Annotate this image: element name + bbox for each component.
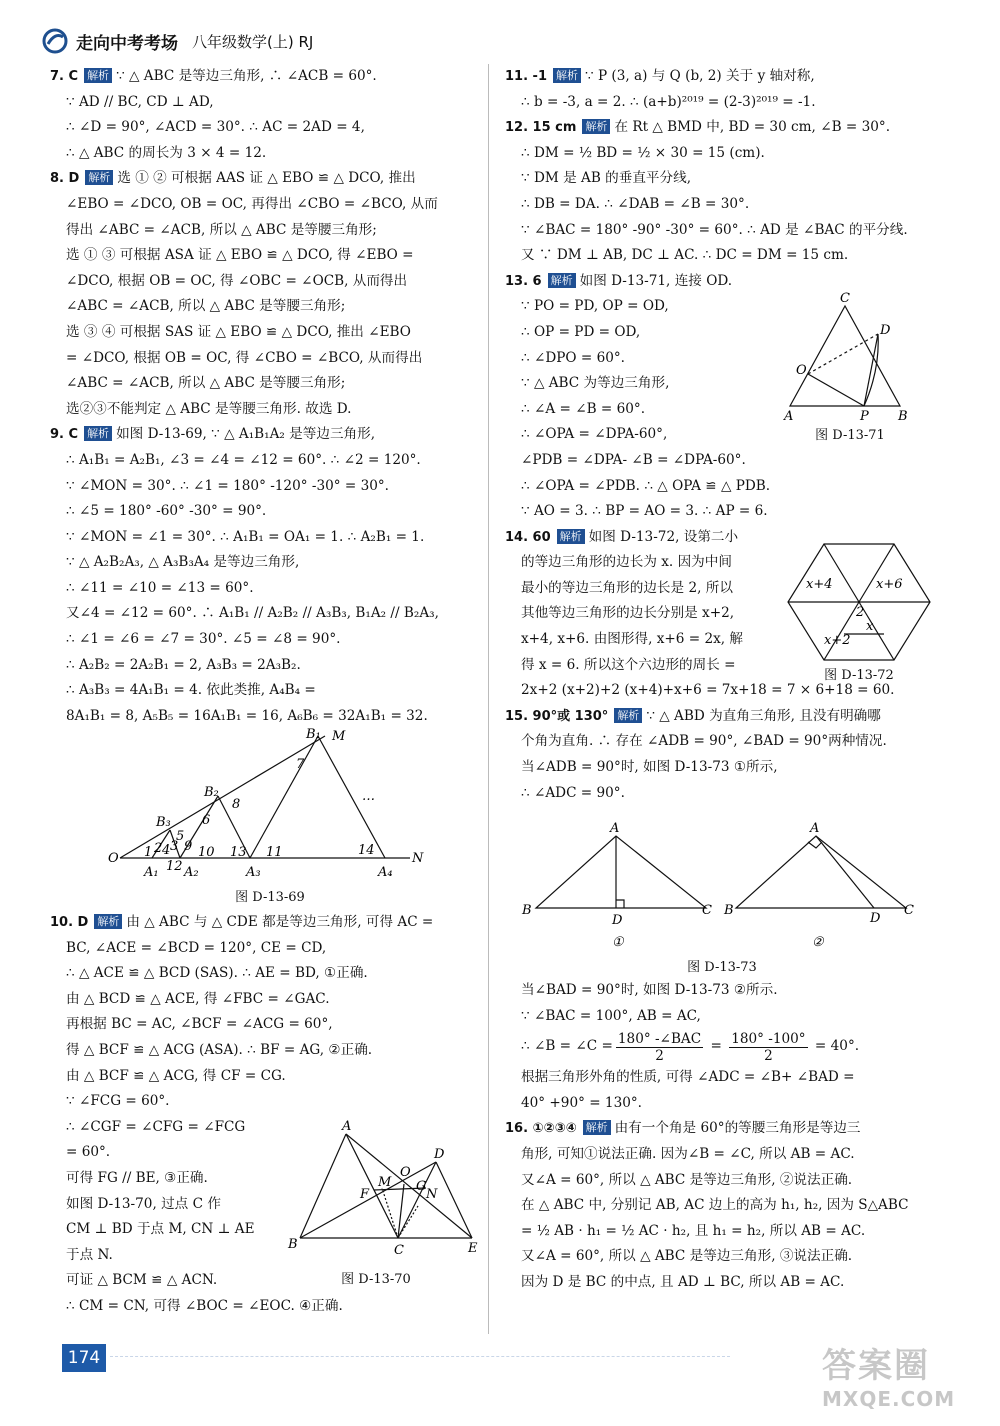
answer-line: 再根据 BC = AC, ∠BCF = ∠ACG = 60°, xyxy=(66,1016,333,1033)
answer-line: ∵ AO = 3. ∴ BP = AO = 3. ∴ AP = 6. xyxy=(521,503,768,520)
angle-label-14: 14 xyxy=(358,843,375,858)
answer-line: 如图 D-13-70, 过点 C 作 xyxy=(66,1195,221,1212)
answer-line: ∠EBO = ∠DCO, OB = OC, 再得出 ∠CBO = ∠BCO, 从而 xyxy=(66,195,438,212)
equation-tail: = 40°. xyxy=(810,1038,860,1055)
answer-line: ∴ ∠ADC = 90°. xyxy=(521,784,625,801)
label-N: N xyxy=(412,851,424,866)
watermark-url: MXQE.COM xyxy=(822,1387,956,1411)
figure-caption: 图 D-13-69 xyxy=(235,890,305,905)
answer-line: ∵ P (3, a) 与 Q (b, 2) 关于 y 轴对称, xyxy=(585,68,815,84)
answer-line: 在 Rt △ BMD 中, BD = 30 cm, ∠B = 30°. xyxy=(614,119,891,136)
label-B: B xyxy=(288,1237,298,1252)
answer-line: 得出 ∠ABC = ∠ACB, 所以 △ ABC 是等腰三角形; xyxy=(66,221,377,238)
answer-line: 又∠4 = ∠12 = 60°. ∴ A₁B₁ // A₂B₂ // A₃B₃, B₁A₂ // B₂A₃, xyxy=(66,605,439,622)
answer-line: ∵ ∠MON = ∠1 = 30°. ∴ A₁B₁ = OA₁ = 1. ∴ A₂B₁ = 1. xyxy=(66,528,425,545)
fig2-label-B: B xyxy=(724,903,734,918)
answer-line: 由有一个角是 60°的等腰三角形是等边三 xyxy=(614,1120,861,1137)
answer-line: 选②③不能判定 △ ABC 是等腰三角形. 故选 D. xyxy=(66,400,352,417)
answer-line: = ½ AB · h₁ = ½ AC · h₂, 且 h₁ = h₂, 所以 AB = AC. xyxy=(521,1222,866,1239)
angle-label-6: 6 xyxy=(202,813,211,828)
answer-line: ∴ b = -3, a = 2. ∴ (a+b)²⁰¹⁹ = (2-3)²⁰¹⁹ = -1. xyxy=(521,93,816,110)
figure-d-13-73 xyxy=(512,818,932,978)
book-title: 走向中考考场 xyxy=(76,33,178,54)
answer-line: ∵ DM 是 AB 的垂直平分线, xyxy=(521,170,692,187)
question-number: 8. D xyxy=(50,171,80,187)
label-M: M xyxy=(378,1175,392,1190)
figure-d-13-72 xyxy=(784,540,934,690)
answer-line: 于点 N. xyxy=(66,1246,113,1263)
answer-line: ∴ CM = CN, 可得 ∠BOC = ∠EOC. ④正确. xyxy=(66,1297,343,1314)
answer-12 xyxy=(505,115,945,269)
label-x: x xyxy=(866,619,874,634)
subfig-2-label: ② xyxy=(812,935,824,950)
answer-line-fraction xyxy=(505,1029,945,1065)
answer-line: ∴ DB = DA. ∴ ∠DAB = ∠B = 30°. xyxy=(521,195,750,212)
fraction-1 xyxy=(616,1031,703,1064)
answer-line: ∴ ∠A = ∠B = 60°. xyxy=(521,400,646,417)
answer-line: ∵ ∠BAC = 180° -90° -30° = 60°. ∴ AD 是 ∠BAC 的平分线. xyxy=(521,221,908,238)
answer-line: CM ⊥ BD 于点 M, CN ⊥ AE xyxy=(66,1221,255,1238)
answer-line: 得 x = 6. 所以这个六边形的周长 = xyxy=(521,656,736,673)
figure-caption: 图 D-13-70 xyxy=(341,1272,411,1287)
answer-line: 如图 D-13-72, 设第二小 xyxy=(588,528,739,545)
answer-line: ∠DCO, 根据 OB = OC, 得 ∠OBC = ∠OCB, 从而得出 xyxy=(66,272,408,289)
angle-label-4: 4 xyxy=(162,843,171,858)
figure-caption: 图 D-13-73 xyxy=(687,960,757,975)
label-x-plus-6: x+6 xyxy=(876,577,903,592)
figure-caption: 图 D-13-72 xyxy=(824,668,894,683)
question-number: 10. D xyxy=(50,915,89,930)
analysis-tag: 解析 xyxy=(84,68,112,83)
question-number: 9. C xyxy=(50,427,79,443)
answer-line: = 60°. xyxy=(66,1144,111,1161)
answer-line: 角形, 可知①说法正确. 因为∠B = ∠C, 所以 AB = AC. xyxy=(521,1145,855,1162)
answer-line: ∴ ∠OPA = ∠DPA-60°, xyxy=(521,426,668,443)
label-P: P xyxy=(860,409,869,422)
label-x-plus-4: x+4 xyxy=(806,577,833,592)
brand-logo-icon xyxy=(42,28,68,54)
question-number: 7. C xyxy=(50,69,79,84)
answer-line: 由 △ ABC 与 △ CDE 都是等边三角形, 可得 AC = xyxy=(126,914,434,930)
analysis-tag: 解析 xyxy=(614,708,642,723)
label-F: F xyxy=(360,1187,370,1202)
answer-line: ∴ ∠5 = 180° -60° -30° = 90°. xyxy=(66,503,267,520)
label-x-plus-2: x+2 xyxy=(824,633,851,648)
label-A3: A₃ xyxy=(246,865,261,876)
answer-line: 选 ① ③ 可根据 ASA 证 △ EBO ≌ △ DCO, 得 ∠EBO = xyxy=(66,247,414,264)
fraction-1-numerator: 180° -∠BAC xyxy=(617,1030,702,1047)
angle-label-10: 10 xyxy=(198,845,215,860)
answer-line: ∴ A₃B₃ = 4A₁B₁ = 4. 依此类推, A₄B₄ = xyxy=(66,682,316,699)
analysis-tag: 解析 xyxy=(84,426,112,441)
analysis-tag: 解析 xyxy=(548,273,576,288)
figure-caption: 图 D-13-71 xyxy=(815,428,885,443)
subfig-1-label: ① xyxy=(612,935,624,950)
angle-label-2: 2 xyxy=(154,841,163,856)
label-O: O xyxy=(796,363,807,378)
page-header xyxy=(42,26,313,56)
answer-line: 最小的等边三角形的边长是 2, 所以 xyxy=(521,579,733,596)
answer-line: ∠ABC = ∠ACB, 所以 △ ABC 是等腰三角形; xyxy=(66,298,346,315)
answer-line: 又 ∵ DM ⊥ AB, DC ⊥ AC. ∴ DC = DM = 15 cm. xyxy=(521,247,849,264)
figure-d-13-70-drawing xyxy=(286,1118,486,1268)
answer-line: ∵ △ ABC 为等边三角形, xyxy=(521,375,670,392)
answer-line: ∴ ∠OPA = ∠PDB. ∴ △ OPA ≌ △ PDB. xyxy=(521,477,771,494)
label-B2: B₂ xyxy=(204,785,219,800)
answer-line: ∴ ∠CGF = ∠CFG = ∠FCG xyxy=(66,1118,246,1135)
answer-line: 的等边三角形的边长为 x. 因为中间 xyxy=(521,554,732,571)
fig2-label-D: D xyxy=(870,911,881,926)
equals-sign: = xyxy=(706,1038,727,1055)
figure-d-13-73-drawing xyxy=(512,818,932,954)
label-B3: B₃ xyxy=(156,815,171,830)
fig1-label-D: D xyxy=(612,913,623,928)
analysis-tag: 解析 xyxy=(94,914,122,929)
answer-15 xyxy=(505,704,945,806)
label-dots: … xyxy=(362,789,375,804)
answer-line: ∵ △ A₂B₂A₃, △ A₃B₃A₄ 是等边三角形, xyxy=(66,554,300,571)
figure-d-13-71 xyxy=(780,286,920,446)
answer-line: ∵ AD // BC, CD ⊥ AD, xyxy=(66,93,214,110)
label-O: O xyxy=(400,1165,411,1180)
answer-line: ∴ A₁B₁ = A₂B₁, ∠3 = ∠4 = ∠12 = 60°. ∴ ∠2 = 120°. xyxy=(66,451,421,468)
answer-8 xyxy=(50,166,480,422)
answer-11 xyxy=(505,64,945,115)
answer-line: ∴ △ ACE ≌ △ BCD (SAS). ∴ AE = BD, ①正确. xyxy=(66,965,368,982)
answer-line: 在 △ ABC 中, 分别记 AB, AC 边上的高为 h₁, h₂, 因为 S△ABC xyxy=(521,1197,909,1214)
answer-16 xyxy=(505,1116,945,1295)
answer-line: ∵ △ ABC 是等边三角形, ∴ ∠ACB = 60°. xyxy=(116,68,377,84)
analysis-tag: 解析 xyxy=(582,119,610,134)
answer-line: ∴ OP = PD = OD, xyxy=(521,323,641,340)
answer-line: ∠ABC = ∠ACB, 所以 △ ABC 是等腰三角形; xyxy=(66,375,346,392)
left-column xyxy=(50,64,480,729)
figure-d-13-69 xyxy=(100,726,430,906)
answer-line: 由 △ BCF ≌ △ ACG, 得 CF = CG. xyxy=(66,1067,286,1084)
answer-line: 8A₁B₁ = 8, A₅B₅ = 16A₁B₁ = 16, A₆B₆ = 32A₁B₁ = 32. xyxy=(66,707,428,724)
label-O: O xyxy=(108,851,119,866)
fraction-2-denominator: 2 xyxy=(764,1047,773,1064)
book-subtitle: 八年级数学(上) RJ xyxy=(192,32,314,51)
right-column-lower xyxy=(505,978,945,1296)
answer-line: 选 ① ② 可根据 AAS 证 △ EBO ≌ △ DCO, 推出 xyxy=(117,170,416,187)
answer-line: 可证 △ BCM ≌ △ ACN. xyxy=(66,1272,218,1289)
analysis-tag: 解析 xyxy=(85,170,113,185)
page-number: 174 xyxy=(62,1344,106,1372)
answer-line: 当∠ADB = 90°时, 如图 D-13-73 ①所示, xyxy=(521,759,778,776)
answer-line: ∴ △ ABC 的周长为 3 × 4 = 12. xyxy=(66,144,267,161)
answer-line: 40° +90° = 130°. xyxy=(521,1094,642,1111)
answer-line: x+4, x+6. 由图形得, x+6 = 2x, 解 xyxy=(521,631,743,648)
label-C: C xyxy=(840,291,850,306)
label-D: D xyxy=(434,1147,445,1162)
angle-label-12: 12 xyxy=(166,859,183,874)
answer-line: ∠PDB = ∠DPA- ∠B = ∠DPA-60°. xyxy=(521,451,746,468)
answer-line: 根据三角形外角的性质, 可得 ∠ADC = ∠B+ ∠BAD = xyxy=(521,1069,855,1086)
angle-label-8: 8 xyxy=(232,797,241,812)
fraction-2-numerator: 180° -100° xyxy=(731,1030,806,1047)
angle-label-1: 1 xyxy=(144,845,153,860)
answer-15-continued xyxy=(505,978,945,1116)
answer-line: ∴ ∠D = 90°, ∠ACD = 30°. ∴ AC = 2AD = 4, xyxy=(66,119,365,136)
column-divider xyxy=(488,64,489,1334)
question-number: 12. 15 cm xyxy=(505,120,577,136)
label-M: M xyxy=(332,729,346,744)
fraction-1-denominator: 2 xyxy=(655,1047,664,1064)
equation-lead: ∴ ∠B = ∠C = xyxy=(521,1038,613,1055)
answer-line: 当∠BAD = 90°时, 如图 D-13-73 ②所示. xyxy=(521,982,778,998)
label-A2: A₂ xyxy=(184,865,199,876)
question-number: 13. 6 xyxy=(505,273,542,289)
answer-line: 又∠A = 60°, 所以 △ ABC 是等边三角形, ③说法正确. xyxy=(521,1248,853,1265)
answer-7 xyxy=(50,64,480,166)
answer-line: 因为 D 是 BC 的中点, 且 AD ⊥ BC, 所以 AB = AC. xyxy=(521,1273,845,1290)
answer-line: ∵ ∠FCG = 60°. xyxy=(66,1093,170,1110)
watermark-text: 答案圈 xyxy=(822,1346,930,1386)
answer-line: ∴ ∠11 = ∠10 = ∠13 = 60°. xyxy=(66,579,254,596)
angle-label-13: 13 xyxy=(230,845,247,860)
figure-d-13-69-drawing xyxy=(100,726,430,876)
answer-9 xyxy=(50,422,480,729)
answer-line: = ∠DCO, 根据 OB = OC, 得 ∠CBO = ∠BCO, 从而得出 xyxy=(66,349,423,366)
label-B1: B₁ xyxy=(306,727,321,742)
answer-line: 可得 FG // BE, ③正确. xyxy=(66,1169,208,1186)
question-number: 14. 60 xyxy=(505,529,551,545)
angle-label-5: 5 xyxy=(176,829,185,844)
answer-line: BC, ∠ACE = ∠BCD = 120°, CE = CD, xyxy=(66,939,327,956)
fig1-label-B: B xyxy=(522,903,532,918)
angle-label-9: 9 xyxy=(184,839,193,854)
analysis-tag: 解析 xyxy=(583,1120,611,1135)
label-A: A xyxy=(784,409,794,422)
label-A1: A₁ xyxy=(144,865,159,876)
answer-line: 如图 D-13-71, 连接 OD. xyxy=(579,272,733,289)
fig2-label-A: A xyxy=(810,821,820,836)
label-A4: A₄ xyxy=(378,865,393,876)
angle-label-7: 7 xyxy=(296,757,305,772)
question-number: 11. -1 xyxy=(505,69,547,84)
answer-line: 又∠A = 60°, 所以 △ ABC 是等边三角形, ②说法正确. xyxy=(521,1171,853,1188)
label-2: 2 xyxy=(856,605,865,620)
fraction-2 xyxy=(729,1031,807,1064)
figure-d-13-71-drawing xyxy=(780,286,920,422)
answer-line: 其他等边三角形的边长分别是 x+2, xyxy=(521,605,735,622)
answer-line: ∴ ∠DPO = 60°. xyxy=(521,349,625,366)
analysis-tag: 解析 xyxy=(557,529,585,544)
fig1-label-C: C xyxy=(702,903,712,918)
label-D: D xyxy=(880,323,891,338)
label-B: B xyxy=(898,409,908,422)
label-A: A xyxy=(342,1119,352,1134)
fig1-label-A: A xyxy=(610,821,620,836)
answer-line: ∴ DM = ½ BD = ½ × 30 = 15 (cm). xyxy=(521,144,765,161)
figure-d-13-70 xyxy=(286,1118,486,1290)
angle-label-11: 11 xyxy=(266,845,283,860)
question-number: 16. ①②③④ xyxy=(505,1121,577,1137)
label-E: E xyxy=(468,1241,478,1256)
answer-line: ∴ A₂B₂ = 2A₂B₁ = 2, A₃B₃ = 2A₃B₂. xyxy=(66,656,301,673)
analysis-tag: 解析 xyxy=(553,68,581,83)
angle-label-3: 3 xyxy=(170,839,179,854)
answer-line: 由 △ BCD ≌ △ ACE, 得 ∠FBC = ∠GAC. xyxy=(66,990,330,1007)
label-C: C xyxy=(394,1243,404,1258)
answer-line: ∵ △ ABD 为直角三角形, 且没有明确哪 xyxy=(646,707,881,724)
label-N: N xyxy=(426,1187,438,1202)
answer-line: 2x+2 (x+2)+2 (x+4)+x+6 = 7x+18 = 7 × 6+18 = 60. xyxy=(521,682,895,699)
label-G: G xyxy=(416,1179,427,1194)
answer-line: 选 ③ ④ 可根据 SAS 证 △ EBO ≌ △ DCO, 推出 ∠EBO xyxy=(66,323,411,340)
footer-rule xyxy=(110,1356,730,1357)
fig2-label-C: C xyxy=(904,903,914,918)
answer-line: ∵ PO = PD, OP = OD, xyxy=(521,298,669,315)
figure-d-13-72-drawing xyxy=(784,540,934,666)
watermark-logo xyxy=(822,1338,972,1414)
answer-line: 如图 D-13-69, ∵ △ A₁B₁A₂ 是等边三角形, xyxy=(116,426,376,443)
answer-line: ∴ ∠1 = ∠6 = ∠7 = 30°. ∠5 = ∠8 = 90°. xyxy=(66,631,341,648)
question-number: 15. 90°或 130° xyxy=(505,708,609,724)
answer-line: ∵ ∠MON = 30°. ∴ ∠1 = 180° -120° -30° = 30°. xyxy=(66,477,389,494)
answer-line: 得 △ BCF ≌ △ ACG (ASA). ∴ BF = AG, ②正确. xyxy=(66,1041,373,1058)
answer-line: ∵ ∠BAC = 100°, AB = AC, xyxy=(521,1007,701,1024)
answer-line: 个角为直角. ∴ 存在 ∠ADB = 90°, ∠BAD = 90°两种情况. xyxy=(521,733,887,750)
